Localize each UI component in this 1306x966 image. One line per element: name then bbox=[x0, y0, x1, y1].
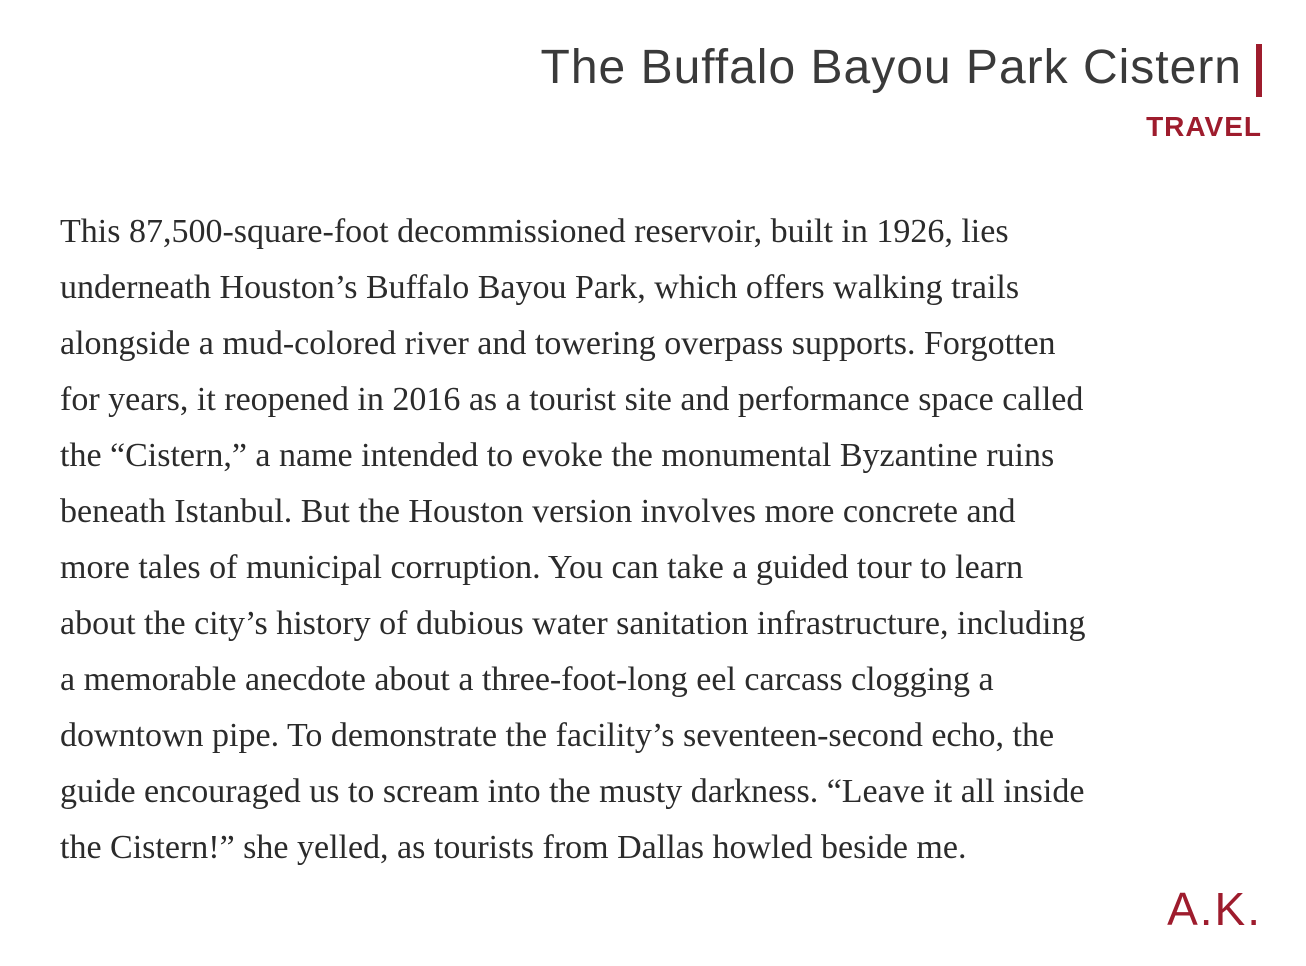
paragraph-line: beneath Istanbul. But the Houston version involves more concrete and bbox=[60, 493, 1016, 530]
paragraph-line: alongside a mud-colored river and towering overpass supports. Forgotten bbox=[60, 325, 1056, 362]
article-title bbox=[540, 41, 1262, 97]
article-title-text: The Buffalo Bayou Park Cistern bbox=[540, 41, 1242, 94]
paragraph-line: downtown pipe. To demonstrate the facility’s seventeen-second echo, the bbox=[60, 717, 1055, 754]
title-accent-bar bbox=[1256, 44, 1262, 97]
article-body bbox=[60, 204, 1306, 876]
author-initials: A.K. bbox=[1167, 883, 1262, 935]
paragraph-line: more tales of municipal corruption. You can take a guided tour to learn bbox=[60, 549, 1024, 586]
article-header bbox=[540, 41, 1262, 142]
paragraph-line: the Cistern!” she yelled, as tourists from Dallas howled beside me. bbox=[60, 829, 967, 866]
paragraph-line: the “Cistern,” a name intended to evoke the monumental Byzantine ruins bbox=[60, 437, 1055, 474]
paragraph-line: guide encouraged us to scream into the musty darkness. “Leave it all inside bbox=[60, 773, 1085, 810]
paragraph-line: This 87,500-square-foot decommissioned reservoir, built in 1926, lies bbox=[60, 213, 1009, 250]
paragraph-line: about the city’s history of dubious water sanitation infrastructure, including bbox=[60, 605, 1086, 642]
paragraph-line: underneath Houston’s Buffalo Bayou Park, which offers walking trails bbox=[60, 269, 1020, 306]
paragraph-line: a memorable anecdote about a three-foot-long eel carcass clogging a bbox=[60, 661, 994, 698]
category-label: TRAVEL bbox=[1146, 111, 1262, 142]
paragraph-line: for years, it reopened in 2016 as a tourist site and performance space called bbox=[60, 381, 1084, 418]
